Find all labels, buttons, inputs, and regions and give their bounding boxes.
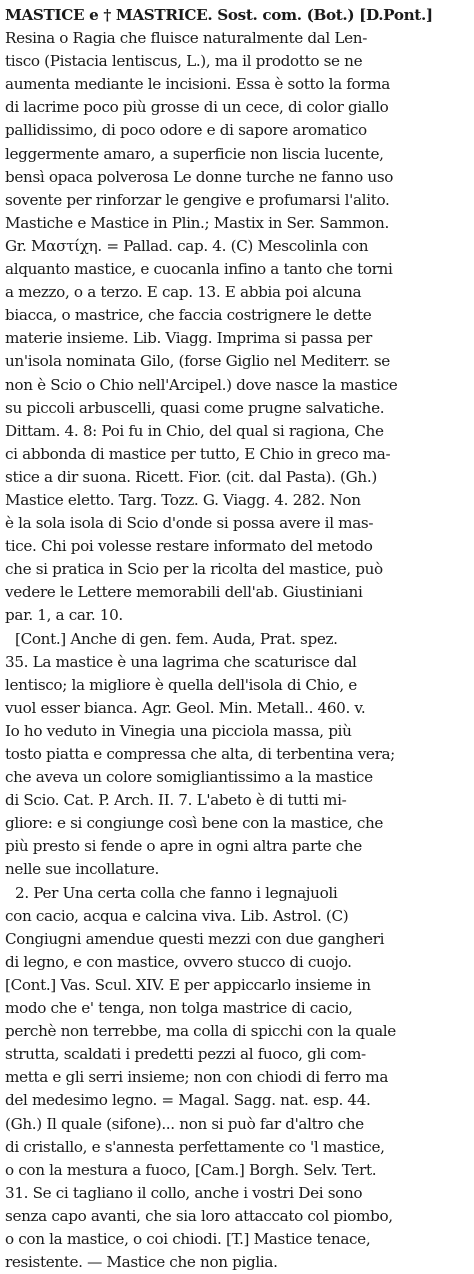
- entry-line: 2. Per Una certa colla che fanno i legnajuoli: [15, 883, 338, 902]
- entry-line: tosto piatta e compressa che alta, di terbentina vera;: [5, 745, 395, 763]
- entry-line: resistente. — Mastice che non piglia.: [5, 1253, 278, 1272]
- entry-line: è la sola isola di Scio d'onde si possa avere il mas-: [5, 514, 374, 533]
- entry-line: più presto si fende o apre in ogni altra parte che: [5, 837, 362, 856]
- entry-line: stice a dir suona. Ricett. Fior. (cit. dal Pasta). (Gh.): [5, 467, 377, 486]
- dictionary-page: [5, 4, 469, 1272]
- entry-line: o con la mastice, o coi chiodi. [T.] Mastice tenace,: [5, 1229, 371, 1248]
- entry-line: vedere le Lettere memorabili dell'ab. Giustiniani: [5, 583, 363, 602]
- entry-line: tisco (Pistacia lentiscus, L.), ma il prodotto se ne: [5, 52, 363, 71]
- entry-line: perchè non terrebbe, ma colla di spicchi con la quale: [5, 1022, 396, 1041]
- entry-line: (Gh.) Il quale (sifone)... non si può far d'altro che: [5, 1114, 364, 1133]
- entry-line: a mezzo, o a terzo. E cap. 13. E abbia poi alcuna: [5, 283, 362, 302]
- entry-line: aumenta mediante le incisioni. Essa è sotto la forma: [5, 75, 390, 94]
- entry-line: di cristallo, e s'annesta perfettamente co 'l mastice,: [5, 1137, 385, 1156]
- entry-text-column: [5, 4, 469, 1274]
- entry-line: Io ho veduto in Vinegia una picciola massa, più: [5, 721, 352, 740]
- entry-line: del medesimo legno. = Magal. Sagg. nat. esp. 44.: [5, 1091, 371, 1110]
- entry-line: che aveva un colore somigliantissimo a la mastice: [5, 768, 373, 787]
- entry-line: strutta, scaldati i predetti pezzi al fuoco, gli com-: [5, 1045, 366, 1064]
- entry-line: modo che e' tenga, non tolga mastrice di cacio,: [5, 999, 353, 1018]
- entry-line: bensì opaca polverosa Le donne turche ne fanno uso: [5, 167, 394, 186]
- entry-line: un'isola nominata Gilo, (forse Giglio nel Mediterr. se: [5, 352, 390, 371]
- entry-line: che si pratica in Scio per la ricolta del mastice, può: [5, 560, 383, 579]
- entry-line: Resina o Ragia che fluisce naturalmente dal Len-: [5, 29, 367, 48]
- entry-line: 35. La mastice è una lagrima che scaturisce dal: [5, 652, 357, 671]
- entry-line: senza capo avanti, che sia loro attaccato col piombo,: [5, 1206, 393, 1225]
- entry-line: di Scio. Cat. P. Arch. II. 7. L'abeto è di tutti mi-: [5, 791, 347, 810]
- entry-line: di legno, e con mastice, ovvero stucco di cuojo.: [5, 952, 352, 971]
- entry-line: materie insieme. Lib. Viagg. Imprima si passa per: [5, 329, 372, 348]
- entry-line: pallidissimo, di poco odore e di sapore aromatico: [5, 121, 367, 140]
- entry-line: leggermente amaro, a superficie non liscia lucente,: [5, 144, 384, 163]
- entry-line: gliore: e si congiunge così bene con la mastice, che: [5, 814, 384, 833]
- entry-line: Congiugni amendue questi mezzi con due gangheri: [5, 929, 385, 948]
- entry-line: biacca, o mastrice, che faccia costrignere le dette: [5, 306, 372, 325]
- entry-line: tice. Chi poi volesse restare informato del metodo: [5, 537, 373, 556]
- entry-line: [Cont.] Vas. Scul. XIV. E per appiccarlo insieme in: [5, 975, 371, 994]
- entry-line: par. 1, a car. 10.: [5, 606, 123, 625]
- entry-line: Gr. Μαστίχη. = Pallad. cap. 4. (C) Mescolinla con: [5, 236, 369, 255]
- entry-line: [Cont.] Anche di gen. fem. Auda, Prat. spez.: [15, 629, 338, 648]
- entry-line: alquanto mastice, e cuocanla infino a tanto che torni: [5, 260, 393, 279]
- entry-line: Dittam. 4. 8: Poi fu in Chio, del qual si ragiona, Che: [5, 421, 384, 440]
- entry-line: nelle sue incollature.: [5, 860, 160, 879]
- entry-line: MASTICE e † MASTRICE. Sost. com. (Bot.) [D.Pont.]: [5, 6, 433, 24]
- entry-line: di lacrime poco più grosse di un cece, di color giallo: [5, 98, 389, 117]
- entry-line: 31. Se ci tagliano il collo, anche i vostri Dei sono: [5, 1183, 363, 1202]
- entry-line: non è Scio o Chio nell'Arcipel.) dove nasce la mastice: [5, 375, 398, 394]
- entry-line: Mastiche e Mastice in Plin.; Mastix in Ser. Sammon.: [5, 213, 389, 232]
- entry-line: Mastice eletto. Targ. Tozz. G. Viagg. 4. 282. Non: [5, 490, 361, 509]
- entry-line: sovente per rinforzar le gengive e profumarsi l'alito.: [5, 190, 390, 209]
- entry-line: metta e gli serri insieme; non con chiodi di ferro ma: [5, 1068, 389, 1087]
- entry-line: lentisco; la migliore è quella dell'isola di Chio, e: [5, 675, 357, 694]
- entry-line: con cacio, acqua e calcina viva. Lib. Astrol. (C): [5, 906, 349, 925]
- entry-line: su piccoli arbuscelli, quasi come prugne salvatiche.: [5, 398, 385, 417]
- entry-line: o con la mestura a fuoco, [Cam.] Borgh. Selv. Tert.: [5, 1160, 377, 1179]
- entry-line: vuol esser bianca. Agr. Geol. Min. Metall.. 460. v.: [5, 698, 366, 717]
- entry-line: ci abbonda di mastice per tutto, E Chio in greco ma-: [5, 444, 391, 463]
